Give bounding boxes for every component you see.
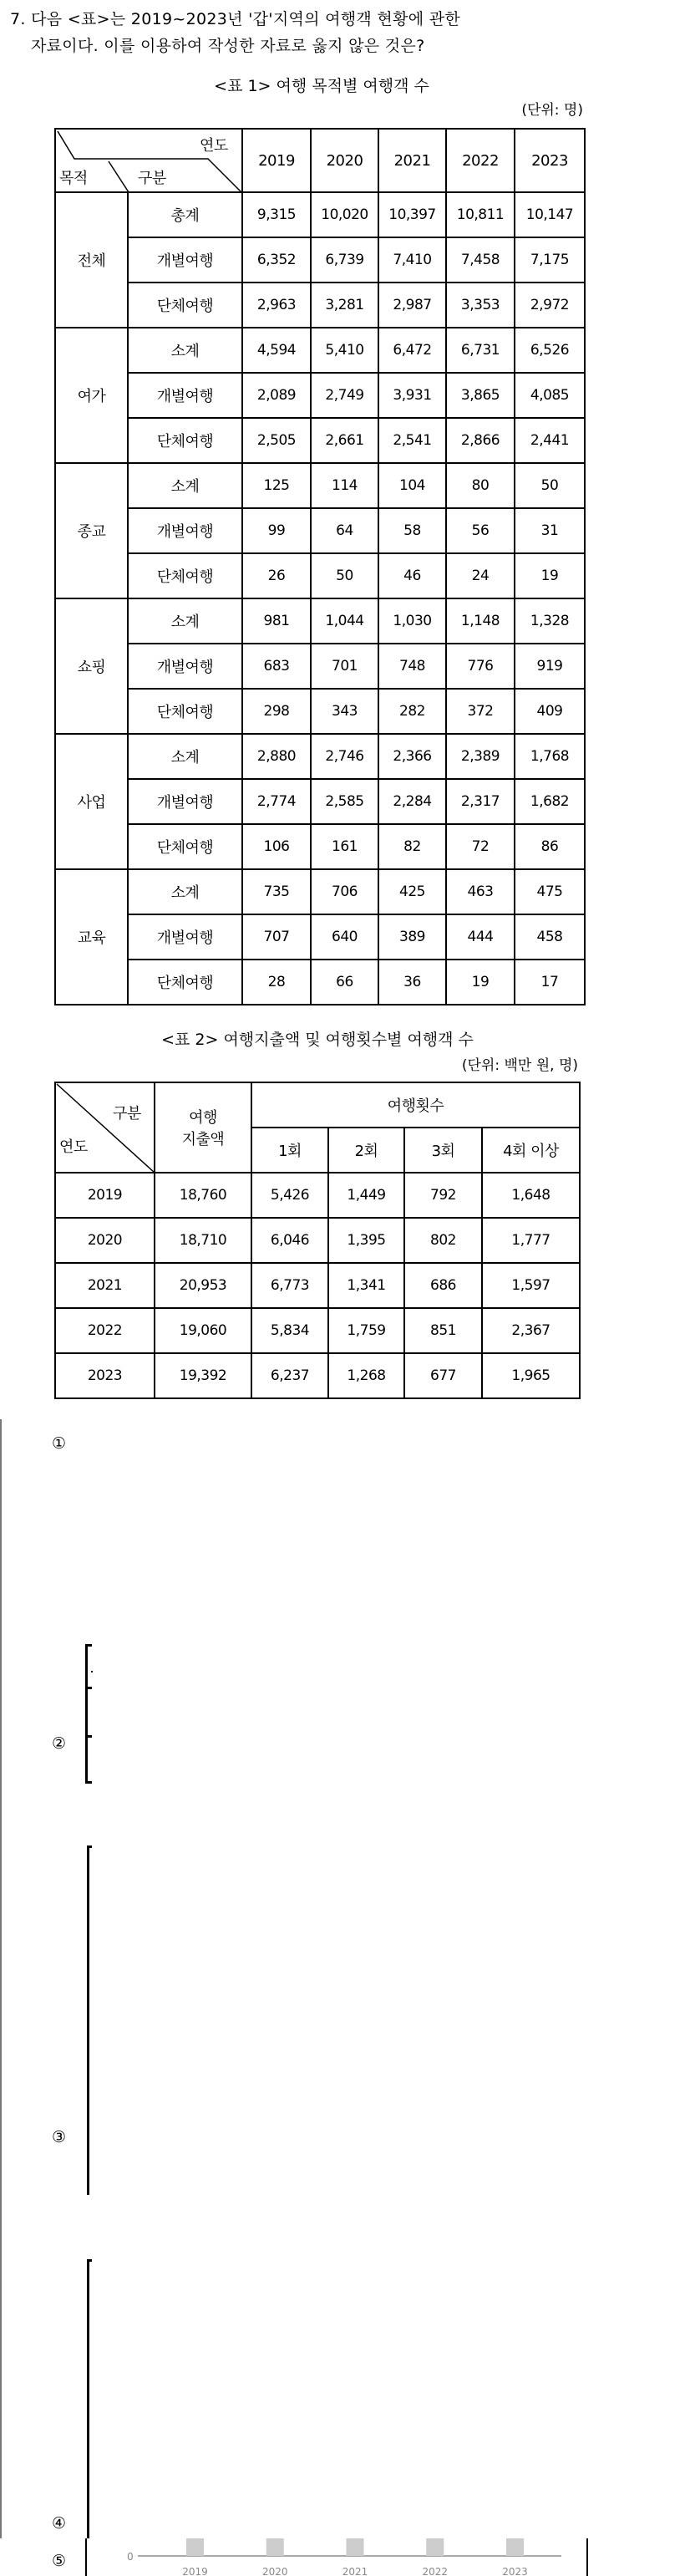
value-cell: 298 bbox=[242, 689, 311, 734]
value-cell: 4,594 bbox=[242, 328, 311, 373]
category-cell: 단체여행 bbox=[128, 553, 242, 598]
value-cell: 9,315 bbox=[242, 192, 311, 237]
value-cell: 10,397 bbox=[378, 192, 446, 237]
value-cell: 58 bbox=[378, 508, 446, 553]
table-row bbox=[55, 689, 585, 734]
spending-header-line2: 지출액 bbox=[181, 1131, 225, 1148]
value-cell: 7,458 bbox=[446, 237, 515, 283]
category-cell: 개별여행 bbox=[128, 914, 242, 960]
value-cell: 72 bbox=[446, 824, 515, 869]
count-cell: 1,341 bbox=[328, 1263, 404, 1308]
category-label: 구분 bbox=[113, 1105, 141, 1123]
table-row bbox=[55, 328, 585, 373]
value-cell: 2,284 bbox=[378, 779, 446, 824]
category-cell: 단체여행 bbox=[128, 283, 242, 328]
value-cell: 6,526 bbox=[515, 328, 585, 373]
value-cell: 2,585 bbox=[311, 779, 378, 824]
axis-tick bbox=[85, 1781, 92, 1784]
category-cell: 단체여행 bbox=[128, 689, 242, 734]
value-cell: 1,030 bbox=[378, 598, 446, 644]
value-cell: 6,739 bbox=[311, 237, 378, 283]
table-row bbox=[55, 779, 585, 824]
count-header: 3회 bbox=[404, 1128, 482, 1173]
table-row bbox=[55, 1173, 580, 1218]
value-cell: 409 bbox=[515, 689, 585, 734]
table-row bbox=[55, 192, 585, 237]
category-cell: 소계 bbox=[128, 328, 242, 373]
value-cell: 2,389 bbox=[446, 734, 515, 779]
diagonal-line bbox=[56, 1083, 155, 1173]
value-cell: 10,020 bbox=[311, 192, 378, 237]
count-header: 2회 bbox=[328, 1128, 404, 1173]
table2-title: <표 2> 여행지출액 및 여행횟수별 여행객 수 bbox=[161, 1031, 474, 1049]
value-cell: 50 bbox=[311, 553, 378, 598]
value-cell: 640 bbox=[311, 914, 378, 960]
category-cell: 소계 bbox=[128, 598, 242, 644]
value-cell: 707 bbox=[242, 914, 311, 960]
category-cell: 개별여행 bbox=[128, 373, 242, 418]
table-row bbox=[55, 644, 585, 689]
year-cell: 2019 bbox=[55, 1173, 155, 1218]
bar-2019 bbox=[186, 2538, 204, 2556]
value-cell: 2,972 bbox=[515, 283, 585, 328]
spending-cell: 19,392 bbox=[155, 1353, 251, 1398]
option-1-marker[interactable]: ① bbox=[52, 1434, 67, 1453]
year-cell: 2023 bbox=[55, 1353, 155, 1398]
count-cell: 792 bbox=[404, 1173, 482, 1218]
value-cell: 463 bbox=[446, 869, 515, 914]
year-label: 연도 bbox=[59, 1138, 88, 1156]
spending-header bbox=[155, 1082, 251, 1173]
value-cell: 1,768 bbox=[515, 734, 585, 779]
year-cell: 2022 bbox=[55, 1308, 155, 1353]
table2-unit: (단위: 백만 원, 명) bbox=[461, 1057, 578, 1074]
purpose-label: 목적 bbox=[59, 170, 88, 187]
count-cell: 802 bbox=[404, 1218, 482, 1263]
column-divider bbox=[0, 1419, 2, 2538]
table2-corner-header bbox=[55, 1082, 155, 1173]
table-row bbox=[55, 960, 585, 1005]
bar-2023 bbox=[506, 2538, 524, 2556]
axis-tick bbox=[85, 1735, 92, 1738]
value-cell: 683 bbox=[242, 644, 311, 689]
count-cell: 5,426 bbox=[251, 1173, 328, 1218]
table1-corner-header bbox=[55, 129, 242, 192]
count-cell: 1,759 bbox=[328, 1308, 404, 1353]
value-cell: 2,541 bbox=[378, 418, 446, 463]
year-header: 2022 bbox=[446, 129, 515, 192]
value-cell: 17 bbox=[515, 960, 585, 1005]
x-tick-label: 2023 bbox=[502, 2566, 528, 2576]
category-cell: 개별여행 bbox=[128, 508, 242, 553]
value-cell: 99 bbox=[242, 508, 311, 553]
value-cell: 981 bbox=[242, 598, 311, 644]
value-cell: 5,410 bbox=[311, 328, 378, 373]
value-cell: 748 bbox=[378, 644, 446, 689]
value-cell: 2,661 bbox=[311, 418, 378, 463]
value-cell: 10,811 bbox=[446, 192, 515, 237]
value-cell: 106 bbox=[242, 824, 311, 869]
value-cell: 50 bbox=[515, 463, 585, 508]
value-cell: 104 bbox=[378, 463, 446, 508]
value-cell: 475 bbox=[515, 869, 585, 914]
value-cell: 86 bbox=[515, 824, 585, 869]
axis-dot bbox=[91, 1671, 93, 1672]
value-cell: 64 bbox=[311, 508, 378, 553]
table1-unit: (단위: 명) bbox=[521, 102, 583, 119]
purpose-cell: 종교 bbox=[55, 463, 128, 598]
value-cell: 125 bbox=[242, 463, 311, 508]
table-row bbox=[55, 869, 585, 914]
purpose-cell: 여가 bbox=[55, 328, 128, 463]
category-cell: 단체여행 bbox=[128, 418, 242, 463]
value-cell: 1,682 bbox=[515, 779, 585, 824]
x-tick-label: 2021 bbox=[342, 2566, 368, 2576]
value-cell: 161 bbox=[311, 824, 378, 869]
count-cell: 851 bbox=[404, 1308, 482, 1353]
table-row bbox=[55, 237, 585, 283]
bar-2021 bbox=[347, 2538, 364, 2556]
option-2-marker[interactable]: ② bbox=[52, 1734, 67, 1753]
value-cell: 36 bbox=[378, 960, 446, 1005]
question-line-1: 7. 다음 <표>는 2019~2023년 '갑'지역의 여행객 현황에 관한 bbox=[10, 10, 461, 28]
purpose-cell: 교육 bbox=[55, 869, 128, 1005]
value-cell: 389 bbox=[378, 914, 446, 960]
option-3-marker[interactable]: ③ bbox=[52, 2128, 67, 2146]
count-cell: 2,367 bbox=[482, 1308, 580, 1353]
year-cell: 2021 bbox=[55, 1263, 155, 1308]
value-cell: 6,731 bbox=[446, 328, 515, 373]
table-row bbox=[55, 914, 585, 960]
bar-2020 bbox=[266, 2538, 284, 2556]
spending-cell: 19,060 bbox=[155, 1308, 251, 1353]
option-3-chart-axis bbox=[87, 1845, 89, 2195]
table-row bbox=[55, 1218, 580, 1263]
value-cell: 3,865 bbox=[446, 373, 515, 418]
table2-header-row bbox=[55, 1082, 580, 1128]
value-cell: 2,880 bbox=[242, 734, 311, 779]
year-header: 2023 bbox=[515, 129, 585, 192]
count-cell: 6,773 bbox=[251, 1263, 328, 1308]
value-cell: 343 bbox=[311, 689, 378, 734]
axis-tick bbox=[87, 2259, 92, 2262]
x-tick-label: 2020 bbox=[261, 2566, 288, 2576]
purpose-cell: 쇼핑 bbox=[55, 598, 128, 734]
count-header: 4회 이상 bbox=[482, 1128, 580, 1173]
value-cell: 1,148 bbox=[446, 598, 515, 644]
axis-tick bbox=[87, 1845, 92, 1848]
value-cell: 10,147 bbox=[515, 192, 585, 237]
value-cell: 2,441 bbox=[515, 418, 585, 463]
table-row bbox=[55, 373, 585, 418]
category-cell: 소계 bbox=[128, 463, 242, 508]
table2 bbox=[54, 1082, 581, 1399]
category-cell: 단체여행 bbox=[128, 960, 242, 1005]
value-cell: 2,366 bbox=[378, 734, 446, 779]
option-4-marker[interactable]: ④ bbox=[52, 2514, 67, 2533]
question-line-2: 자료이다. 이를 이용하여 작성한 자료로 옳지 않은 것은? bbox=[31, 37, 425, 55]
value-cell: 46 bbox=[378, 553, 446, 598]
table1 bbox=[54, 128, 586, 1005]
count-cell: 6,237 bbox=[251, 1353, 328, 1398]
x-tick-label: 2022 bbox=[422, 2566, 449, 2576]
value-cell: 706 bbox=[311, 869, 378, 914]
value-cell: 3,353 bbox=[446, 283, 515, 328]
table-row bbox=[55, 734, 585, 779]
category-label: 구분 bbox=[138, 170, 166, 187]
table-row bbox=[55, 1353, 580, 1398]
value-cell: 701 bbox=[311, 644, 378, 689]
category-cell: 단체여행 bbox=[128, 824, 242, 869]
table-row bbox=[55, 508, 585, 553]
count-header: 1회 bbox=[251, 1128, 328, 1173]
value-cell: 82 bbox=[378, 824, 446, 869]
count-cell: 1,648 bbox=[482, 1173, 580, 1218]
category-cell: 개별여행 bbox=[128, 779, 242, 824]
value-cell: 31 bbox=[515, 508, 585, 553]
value-cell: 2,749 bbox=[311, 373, 378, 418]
value-cell: 66 bbox=[311, 960, 378, 1005]
value-cell: 2,505 bbox=[242, 418, 311, 463]
option-4-chart-axis bbox=[87, 2259, 89, 2538]
table1-title: <표 1> 여행 목적별 여행객 수 bbox=[214, 77, 429, 95]
table-row bbox=[55, 1263, 580, 1308]
value-cell: 26 bbox=[242, 553, 311, 598]
category-cell: 개별여행 bbox=[128, 237, 242, 283]
value-cell: 2,774 bbox=[242, 779, 311, 824]
count-cell: 1,395 bbox=[328, 1218, 404, 1263]
value-cell: 425 bbox=[378, 869, 446, 914]
table-row bbox=[55, 283, 585, 328]
spending-header-line1: 여행 bbox=[189, 1109, 217, 1127]
value-cell: 282 bbox=[378, 689, 446, 734]
count-cell: 1,597 bbox=[482, 1263, 580, 1308]
count-cell: 1,449 bbox=[328, 1173, 404, 1218]
year-cell: 2020 bbox=[55, 1218, 155, 1263]
table-row bbox=[55, 824, 585, 869]
value-cell: 7,175 bbox=[515, 237, 585, 283]
table-row bbox=[55, 463, 585, 508]
option-5-marker[interactable]: ⑤ bbox=[52, 2552, 67, 2570]
table-row bbox=[55, 598, 585, 644]
value-cell: 458 bbox=[515, 914, 585, 960]
spending-cell: 18,760 bbox=[155, 1173, 251, 1218]
table1-header-row bbox=[55, 129, 585, 192]
year-header: 2020 bbox=[311, 129, 378, 192]
value-cell: 7,410 bbox=[378, 237, 446, 283]
value-cell: 1,328 bbox=[515, 598, 585, 644]
table-row bbox=[55, 418, 585, 463]
count-cell: 1,777 bbox=[482, 1218, 580, 1263]
value-cell: 28 bbox=[242, 960, 311, 1005]
value-cell: 2,317 bbox=[446, 779, 515, 824]
value-cell: 2,963 bbox=[242, 283, 311, 328]
trip-count-header: 여행횟수 bbox=[251, 1082, 580, 1128]
y-tick-label: 0 bbox=[127, 2551, 134, 2563]
value-cell: 1,044 bbox=[311, 598, 378, 644]
value-cell: 372 bbox=[446, 689, 515, 734]
value-cell: 56 bbox=[446, 508, 515, 553]
year-header: 2021 bbox=[378, 129, 446, 192]
purpose-cell: 사업 bbox=[55, 734, 128, 869]
value-cell: 2,089 bbox=[242, 373, 311, 418]
count-cell: 6,046 bbox=[251, 1218, 328, 1263]
category-cell: 소계 bbox=[128, 869, 242, 914]
purpose-cell: 전체 bbox=[55, 192, 128, 328]
value-cell: 2,987 bbox=[378, 283, 446, 328]
value-cell: 19 bbox=[446, 960, 515, 1005]
value-cell: 444 bbox=[446, 914, 515, 960]
value-cell: 919 bbox=[515, 644, 585, 689]
spending-cell: 20,953 bbox=[155, 1263, 251, 1308]
spending-cell: 18,710 bbox=[155, 1218, 251, 1263]
axis-tick bbox=[85, 1644, 92, 1647]
count-cell: 686 bbox=[404, 1263, 482, 1308]
table-row bbox=[55, 1308, 580, 1353]
table-row bbox=[55, 553, 585, 598]
year-label: 연도 bbox=[200, 137, 228, 155]
value-cell: 776 bbox=[446, 644, 515, 689]
value-cell: 24 bbox=[446, 553, 515, 598]
axis-tick bbox=[85, 1687, 92, 1689]
category-cell: 소계 bbox=[128, 734, 242, 779]
value-cell: 3,281 bbox=[311, 283, 378, 328]
value-cell: 19 bbox=[515, 553, 585, 598]
count-cell: 1,965 bbox=[482, 1353, 580, 1398]
category-cell: 개별여행 bbox=[128, 644, 242, 689]
option-2-chart-axis bbox=[85, 1644, 88, 1783]
x-tick-label: 2019 bbox=[182, 2566, 208, 2576]
value-cell: 2,866 bbox=[446, 418, 515, 463]
value-cell: 6,352 bbox=[242, 237, 311, 283]
count-cell: 5,834 bbox=[251, 1308, 328, 1353]
value-cell: 114 bbox=[311, 463, 378, 508]
value-cell: 2,746 bbox=[311, 734, 378, 779]
year-header: 2019 bbox=[242, 129, 311, 192]
value-cell: 80 bbox=[446, 463, 515, 508]
value-cell: 4,085 bbox=[515, 373, 585, 418]
count-cell: 677 bbox=[404, 1353, 482, 1398]
category-cell: 총계 bbox=[128, 192, 242, 237]
value-cell: 735 bbox=[242, 869, 311, 914]
value-cell: 6,472 bbox=[378, 328, 446, 373]
count-cell: 1,268 bbox=[328, 1353, 404, 1398]
bar-2022 bbox=[426, 2538, 444, 2556]
option-5-bar-chart bbox=[0, 2538, 690, 2576]
value-cell: 3,931 bbox=[378, 373, 446, 418]
